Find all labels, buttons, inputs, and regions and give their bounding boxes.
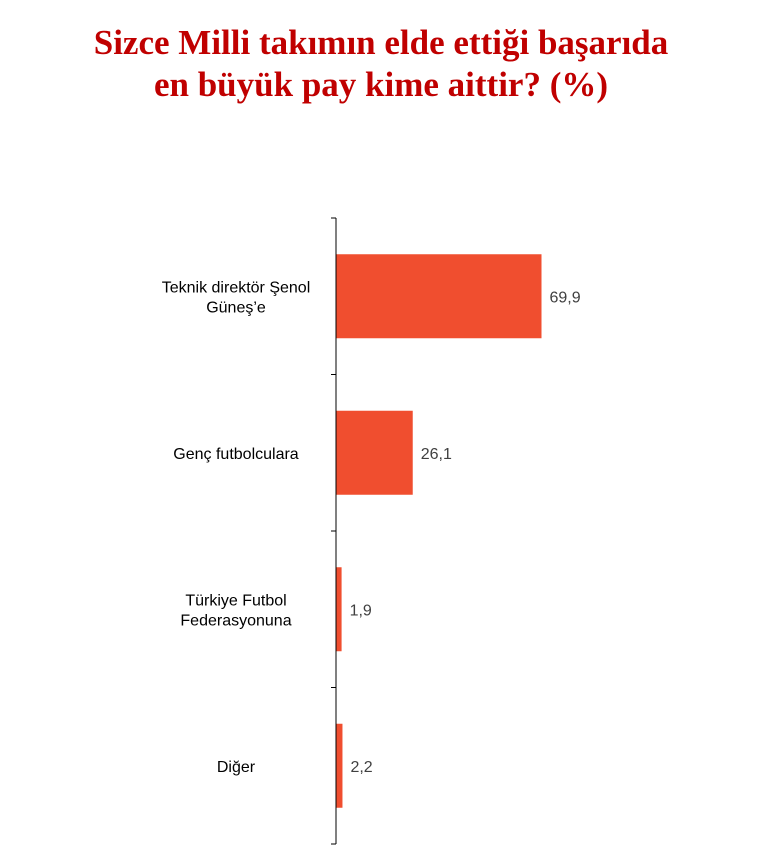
category-label-3-line-0: Diğer [216, 758, 256, 776]
category-label-0-line-0: Teknik direktör Şenol [161, 279, 311, 297]
labels-layer [162, 279, 581, 776]
chart-title-line-1: Sizce Milli takımın elde ettiği başarıda [93, 23, 669, 62]
category-label-2-line-0: Türkiye Futbol [185, 592, 287, 610]
chart-title-line-2: en büyük pay kime aittir? (%) [153, 65, 609, 104]
category-label-2-line-1: Federasyonuna [180, 612, 292, 630]
category-label-1 [173, 446, 299, 463]
bars-layer [336, 254, 542, 808]
category-axis [331, 218, 336, 844]
value-label-3: 2,2 [350, 758, 373, 776]
category-label-3 [217, 759, 256, 776]
bar-1 [336, 411, 413, 495]
category-label-0-line-1: Güneş’e [206, 299, 266, 317]
bar-3 [336, 724, 342, 808]
value-label-0: 69,9 [549, 289, 581, 307]
category-label-1-line-0: Genç futbolculara [173, 445, 299, 463]
category-label-0 [162, 279, 311, 316]
value-label-2: 1,9 [349, 602, 372, 620]
bar-2 [336, 567, 342, 651]
value-label-1: 26,1 [420, 445, 452, 463]
category-label-2 [180, 592, 291, 629]
bar-0 [336, 254, 542, 338]
